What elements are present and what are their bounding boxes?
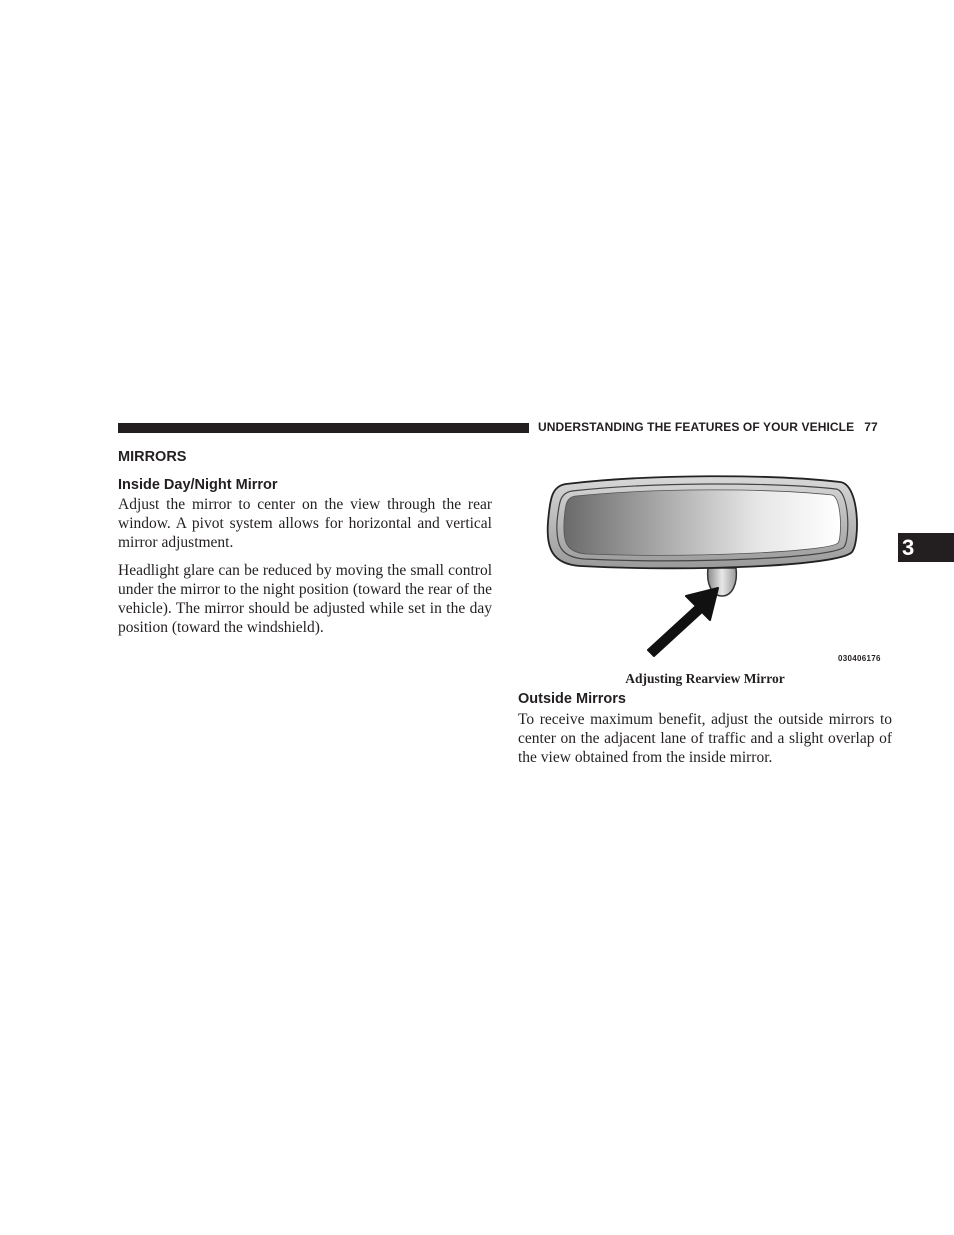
figure-caption: Adjusting Rearview Mirror — [625, 671, 785, 686]
figure-rearview-mirror — [540, 472, 892, 667]
arrow-icon — [648, 588, 718, 656]
section-title: MIRRORS — [118, 449, 187, 465]
rearview-mirror-illustration — [540, 472, 892, 667]
outside-mirrors-paragraph: To receive maximum benefit, adjust the outside mirrors to center on the adjacent lane of traffic and a slight overlap of the view obtained from the inside mirror. — [518, 711, 892, 766]
running-header — [538, 420, 892, 434]
page-number: 77 — [864, 420, 878, 434]
outside-mirrors-heading: Outside Mirrors — [518, 691, 626, 707]
inside-mirror-paragraph-1: Adjust the mirror to center on the view through the rear window. A pivot system allows for horizontal and vertical mirror adjustment. — [118, 496, 492, 551]
figure-code: 030406176 — [838, 654, 881, 663]
inside-mirror-heading: Inside Day/Night Mirror — [118, 477, 278, 493]
chapter-tab: 3 — [898, 533, 954, 562]
running-title: UNDERSTANDING THE FEATURES OF YOUR VEHICLE — [538, 420, 855, 434]
header-rule — [118, 423, 529, 433]
inside-mirror-paragraph-2: Headlight glare can be reduced by moving the small control under the mirror to the night position (toward the rear of the vehicle). The mirror should be adjusted while set in the day position (toward the windshield). — [118, 562, 492, 636]
